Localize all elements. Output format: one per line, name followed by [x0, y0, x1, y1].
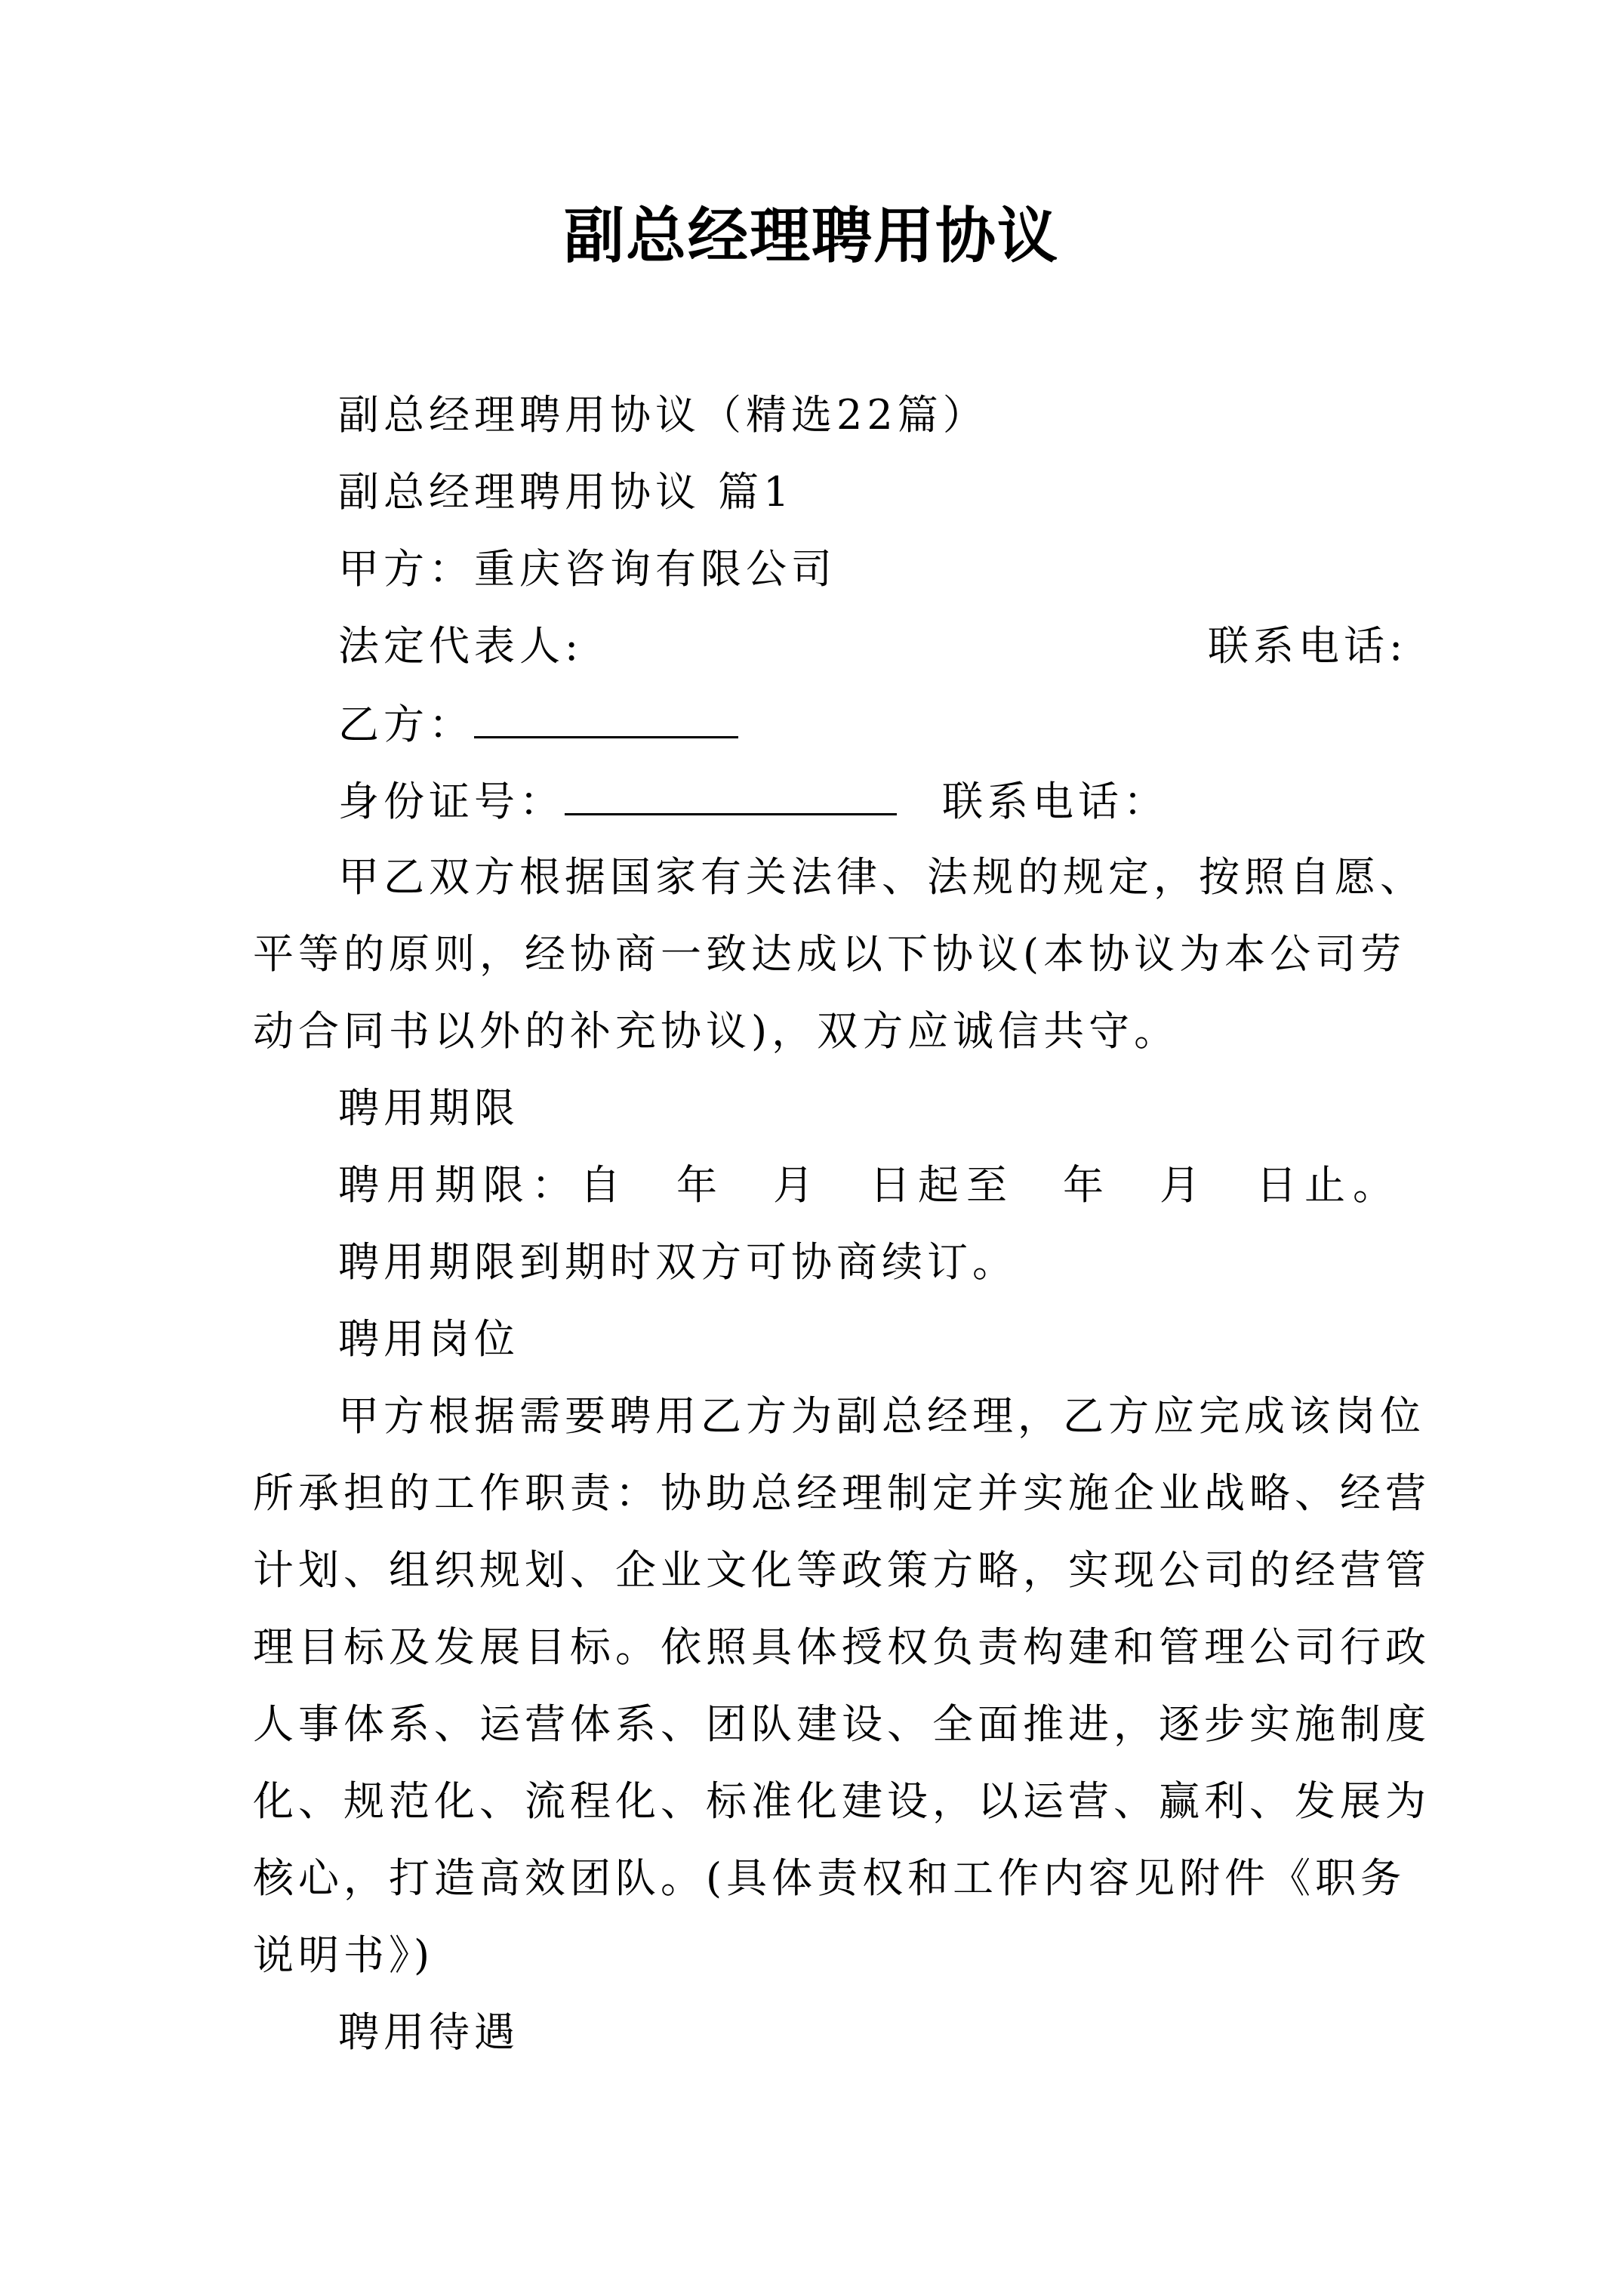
subtitle: 副总经理聘用协议（精选22篇）	[338, 391, 988, 439]
document-title: 副总经理聘用协议	[564, 200, 1059, 271]
party-b-row	[338, 697, 738, 751]
position-line-3: 计划、组织规划、企业文化等政策方略，实现公司的经营管	[253, 1546, 1431, 1594]
treatment-heading: 聘用待遇	[338, 2008, 519, 2056]
position-heading: 聘用岗位	[338, 1315, 519, 1363]
term-text: 聘用期限：自 年 月 日起至 年 月 日止。	[338, 1161, 1401, 1209]
term-heading: 聘用期限	[338, 1084, 519, 1132]
party-b-blank	[474, 697, 738, 738]
position-line-8: 说明书》)	[253, 1931, 435, 1979]
position-line-4: 理目标及发展目标。依照具体授权负责构建和管理公司行政	[253, 1623, 1431, 1671]
id-number-row	[338, 774, 1169, 828]
contact-phone-label-2: 联系电话：	[942, 778, 1169, 825]
section-heading: 副总经理聘用协议 篇1	[338, 468, 794, 516]
legal-rep-label: 法定代表人:	[338, 622, 584, 670]
position-line-7: 核心，打造高效团队。(具体责权和工作内容见附件《职务	[253, 1854, 1406, 1902]
intro-line-2: 平等的原则，经协商一致达成以下协议(本协议为本公司劳	[253, 930, 1406, 978]
position-line-2: 所承担的工作职责：协助总经理制定并实施企业战略、经营	[253, 1469, 1431, 1517]
contact-phone-label: 联系电话:	[1208, 622, 1408, 670]
party-b-label: 乙方：	[338, 701, 474, 748]
intro-line-1: 甲乙双方根据国家有关法律、法规的规定，按照自愿、	[338, 853, 1425, 901]
term-renewal: 聘用期限到期时双方可协商续订。	[338, 1238, 1018, 1286]
id-number-blank	[565, 774, 897, 815]
id-number-label: 身份证号：	[338, 778, 565, 825]
intro-line-3: 动合同书以外的补充协议)，双方应诚信共守。	[253, 1007, 1180, 1055]
position-line-5: 人事体系、运营体系、团队建设、全面推进，逐步实施制度	[253, 1700, 1431, 1748]
party-a: 甲方：重庆咨询有限公司	[338, 545, 836, 593]
position-line-6: 化、规范化、流程化、标准化建设，以运营、赢利、发展为	[253, 1777, 1431, 1825]
position-line-1: 甲方根据需要聘用乙方为副总经理，乙方应完成该岗位	[338, 1392, 1425, 1440]
